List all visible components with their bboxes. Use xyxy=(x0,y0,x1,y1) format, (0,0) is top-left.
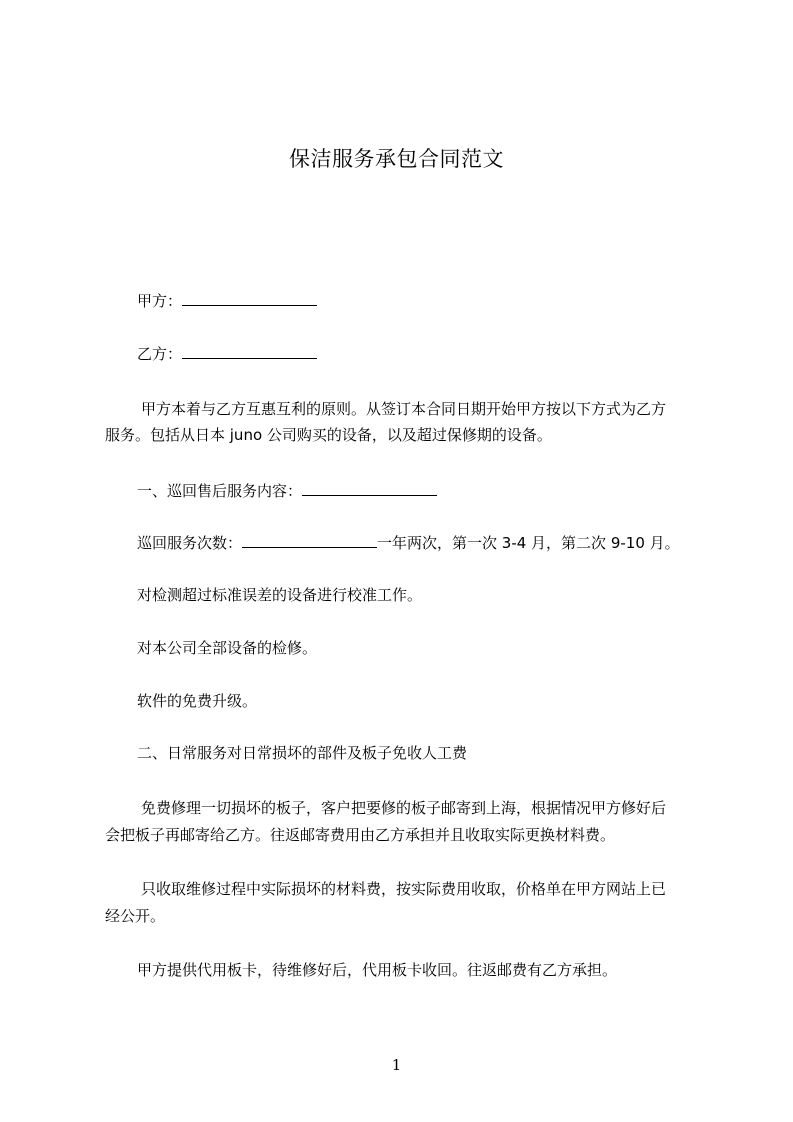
substitute-para: 甲方提供代用板卡，待维修好后，代用板卡收回。往返邮费有乙方承担。 xyxy=(137,961,618,979)
visit-count-text: 一年两次，第一次 3-4 月，第二次 9-10 月。 xyxy=(377,534,680,552)
visit-count-line xyxy=(105,530,737,556)
party-b-blank xyxy=(182,344,317,359)
item-calibration: 对检测超过标准误差的设备进行校准工作。 xyxy=(137,586,423,604)
fee-para-line-1: 只收取维修过程中实际损坏的材料费，按实际费用收取，价格单在甲方网站上已 xyxy=(141,880,667,898)
document-title: 保洁服务承包合同范文 xyxy=(289,147,504,171)
repair-para-line-1: 免费修理一切损坏的板子，客户把要修的板子邮寄到上海，根据情况甲方修好后 xyxy=(141,799,667,817)
section-1-heading: 一、巡回售后服务内容： xyxy=(137,482,303,500)
item-repair: 对本公司全部设备的检修。 xyxy=(137,639,318,657)
party-a-label: 甲方： xyxy=(137,292,183,310)
section-1-blank xyxy=(302,481,437,496)
page-number: 1 xyxy=(391,1056,402,1074)
item-software: 软件的免费升级。 xyxy=(137,692,258,710)
party-a-line xyxy=(105,288,737,314)
section-2-heading: 二、日常服务对日常损坏的部件及板子免收人工费 xyxy=(137,744,468,762)
section-1-line xyxy=(105,478,737,504)
intro-line-1: 甲方本着与乙方互惠互利的原则。从签订本合同日期开始甲方按以下方式为乙方 xyxy=(141,400,667,418)
visit-count-blank xyxy=(242,533,377,548)
visit-count-label: 巡回服务次数： xyxy=(137,534,243,552)
repair-para-line-2: 会把板子再邮寄给乙方。往返邮寄费用由乙方承担并且收取实际更换材料费。 xyxy=(105,826,616,844)
intro-line-2: 服务。包括从日本 juno 公司购买的设备，以及超过保修期的设备。 xyxy=(105,426,552,444)
party-b-line xyxy=(105,341,737,367)
fee-para-line-2: 经公开。 xyxy=(105,907,166,925)
party-b-label: 乙方： xyxy=(137,345,183,363)
party-a-blank xyxy=(182,291,317,306)
